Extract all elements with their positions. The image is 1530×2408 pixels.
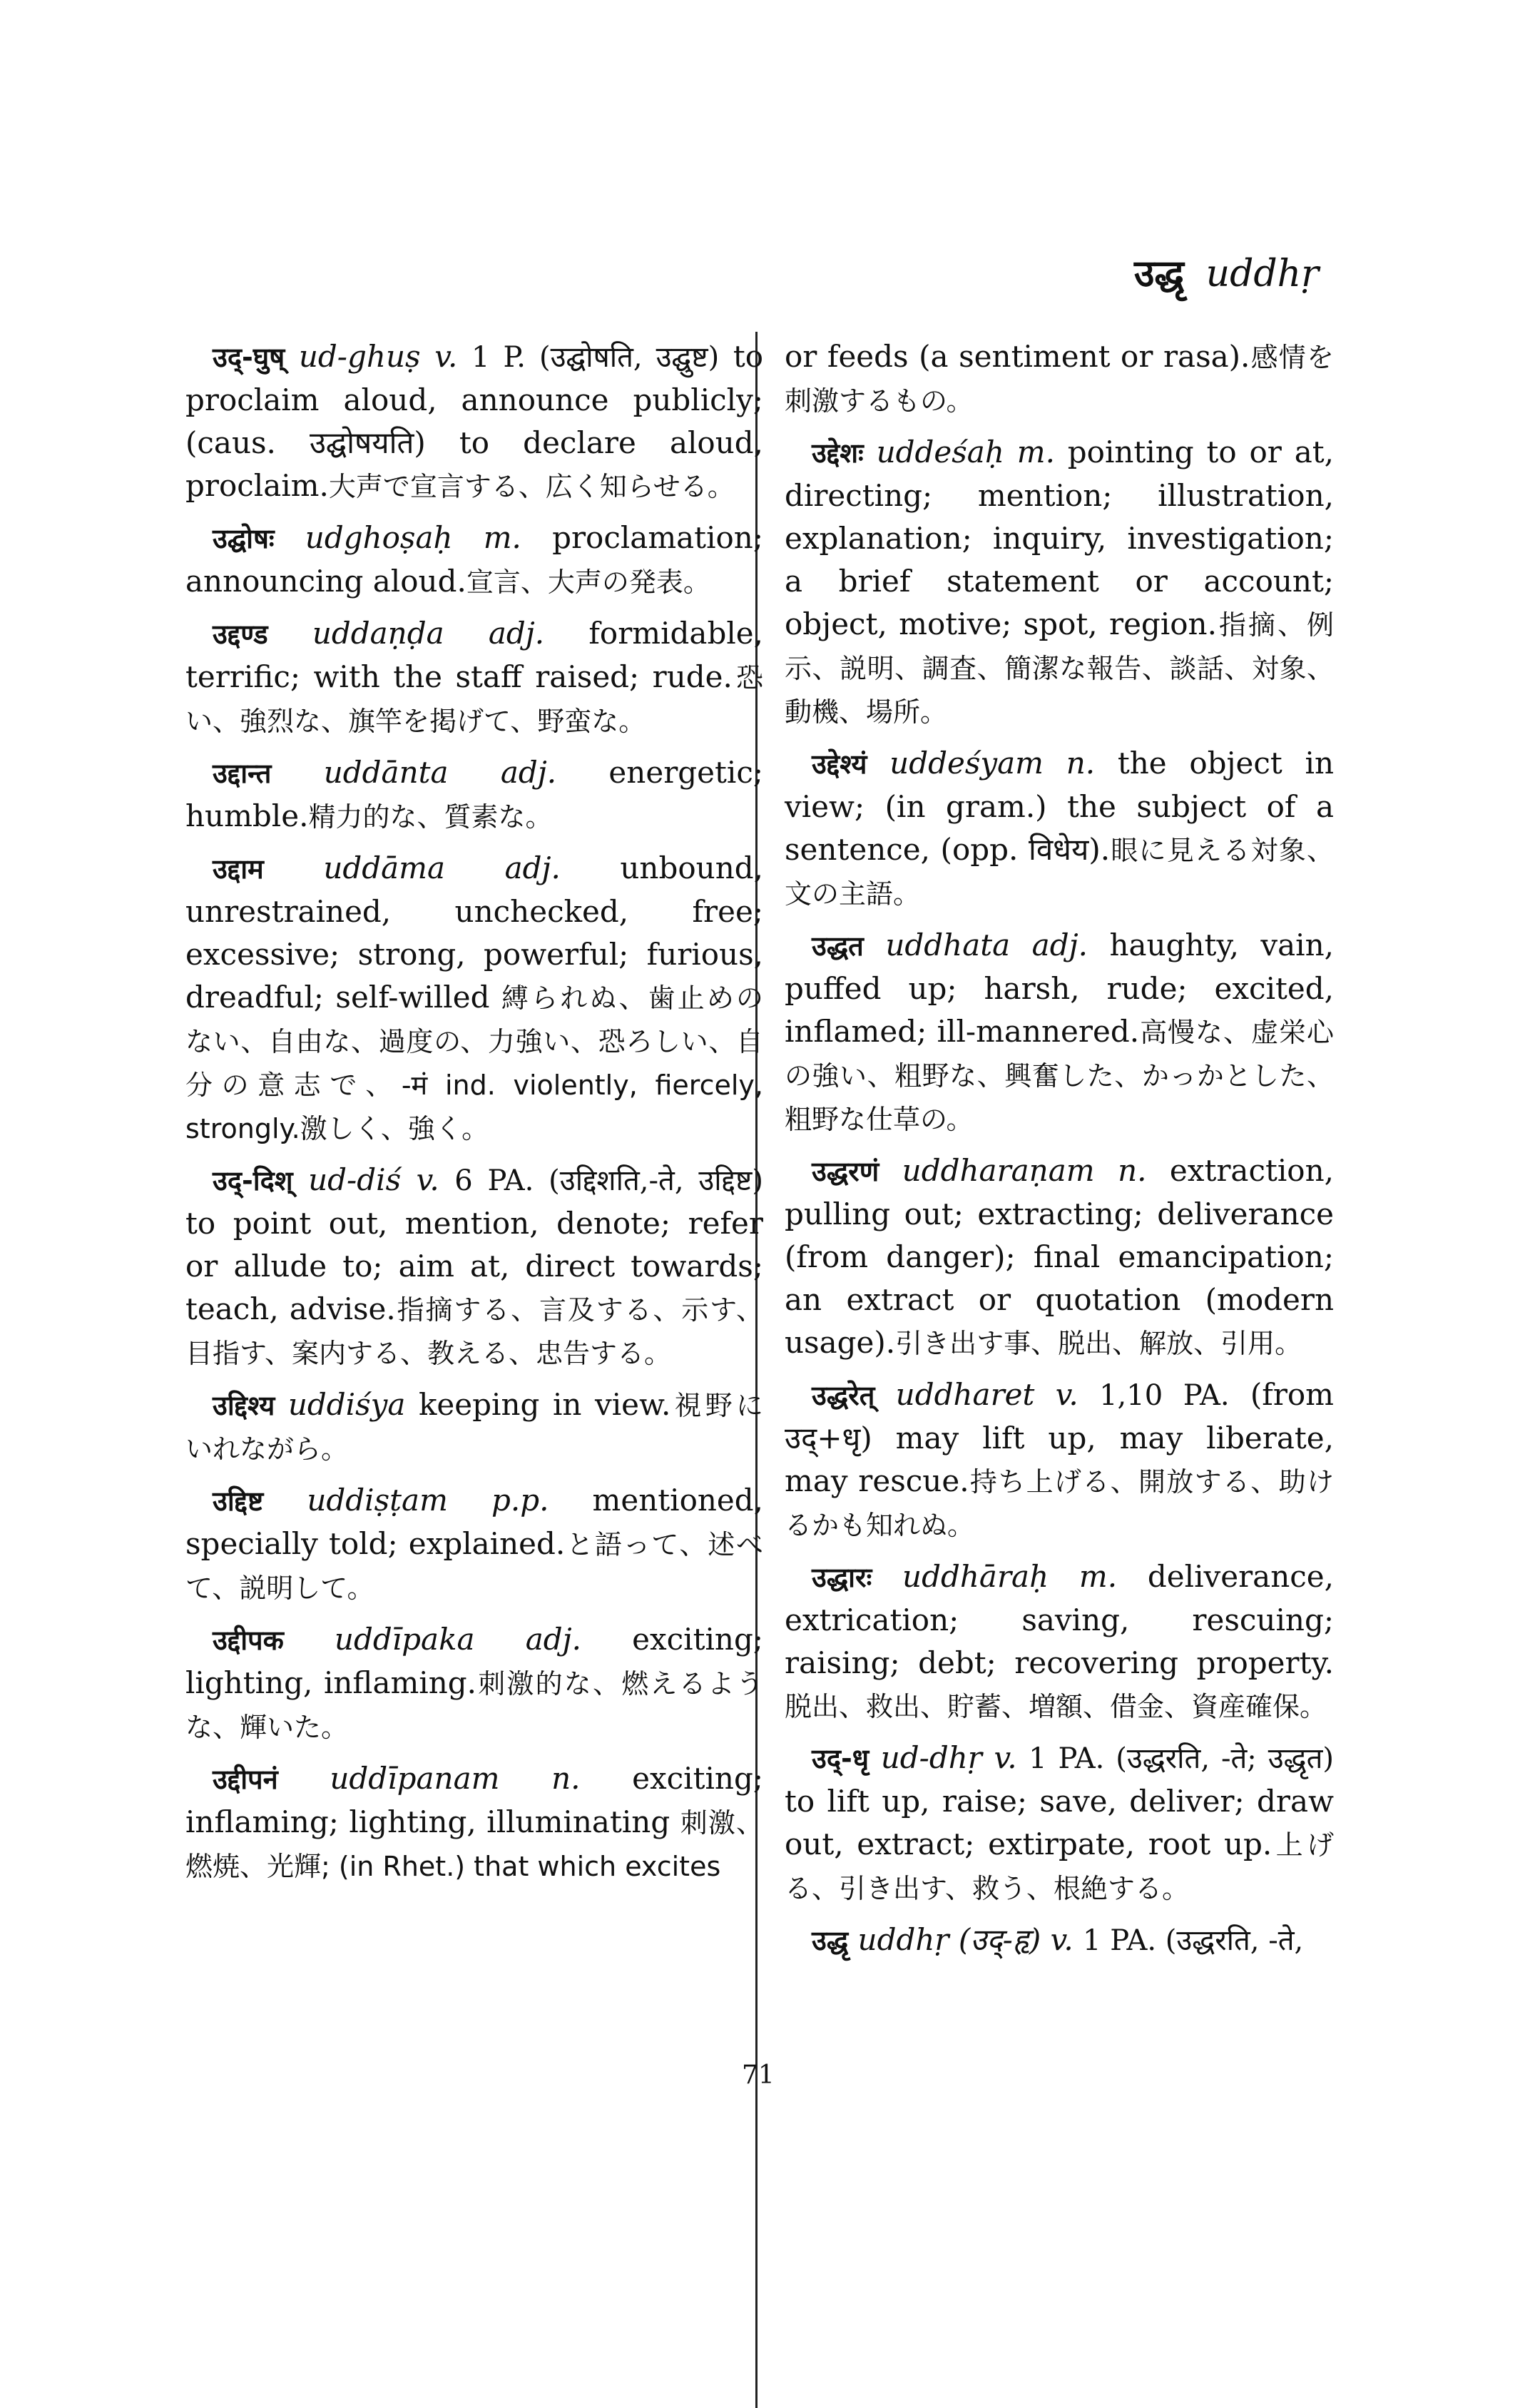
header-devanagari: उद्धृ (1134, 253, 1185, 295)
headword: उद्घोषः (213, 523, 275, 554)
definition: to lift up, raise; save, deliver; draw out, extract; extirpate, root up. (785, 1784, 1334, 1861)
entry-ud-ghus (185, 335, 763, 508)
japanese-gloss: 高慢な、虚栄心の強い、粗野な、興奮した、かっかとした、粗野な仕草の。 (785, 1017, 1334, 1135)
headword: उद्दण्ड (213, 619, 268, 650)
transliteration: ud-diś (308, 1162, 402, 1197)
right-column (785, 335, 1334, 1971)
entry-udghosah (185, 517, 763, 604)
headword: उद्धरणं (812, 1156, 879, 1187)
forms: 1,10 PA. (1099, 1379, 1230, 1412)
definition: pointing to or at, directing; mention; illustration, explanation; inquiry, investigation; a brief statement or account; object, motive; spot, region. (785, 435, 1334, 641)
entry-uddharet (785, 1373, 1334, 1547)
entry-uddama (185, 847, 763, 1150)
japanese-gloss: 持ち上げる、開放する、助けるかも知れぬ。 (785, 1466, 1334, 1541)
entry-uddipaka (185, 1618, 763, 1749)
grammar: m. (483, 520, 521, 555)
headword: उद्दान्त (213, 758, 272, 789)
definition: to proclaim aloud, announce publicly; (caus. उद्घोषयति) to declare aloud, proclaim. (185, 339, 764, 503)
japanese-gloss: 上げる、引き出す、救う、根絶する。 (785, 1829, 1334, 1904)
page-number: 71 (742, 2061, 775, 2090)
headword: उद्-दिश् (213, 1165, 293, 1197)
headword: उद्धरेत् (812, 1380, 875, 1411)
definition: exciting; inflaming; lighting, illuminating (185, 1761, 764, 1839)
headword: उद्धत (812, 930, 864, 962)
grammar: adj. (488, 616, 545, 651)
japanese-gloss: 引き出す事、脱出、解放、引用。 (895, 1328, 1302, 1359)
headword: उद्दाम (213, 853, 264, 885)
grammar: v. (434, 339, 458, 374)
grammar: adj. (500, 755, 557, 790)
japanese-gloss: 感情を刺激するもの。 (785, 342, 1334, 417)
headword: उद्देश्यं (812, 748, 867, 780)
definition: to point out, mention, denote; refer or allude to; aim at, direct towards; teach, advise. (185, 1206, 763, 1326)
entry-continuation (785, 335, 1334, 422)
headword: उद्-धृ (812, 1743, 869, 1774)
japanese-gloss: 脱出、救出、貯蓄、増額、借金、資産確保。 (785, 1691, 1327, 1722)
entry-uddharah (785, 1555, 1334, 1728)
definition: extraction, pulling out; extracting; deliverance (from danger); final emancipation; an extract or quotation (modern usage). (785, 1153, 1334, 1360)
transliteration: uddharet (895, 1377, 1035, 1412)
forms: 1 PA. (उद्धरति, -ते; उद्धृत) (1029, 1742, 1334, 1775)
definition: mentioned, specially told; explained. (185, 1483, 764, 1561)
running-header (1134, 255, 1319, 293)
headword: उद्दिष्ट (213, 1485, 264, 1517)
transliteration: uddhṛ (857, 1922, 949, 1957)
definition: or feeds (a sentiment or rasa). (785, 339, 1250, 374)
entry-uddharanam (785, 1149, 1334, 1365)
transliteration: uddiṣṭam (307, 1483, 448, 1518)
definition: unbound, unrestrained, unchecked, free; excessive; strong, powerful; furious, dreadful; self-willed (185, 850, 763, 1015)
grammar: n. (1066, 746, 1096, 781)
entry-ud-dhr (785, 1737, 1334, 1910)
grammar: v. (416, 1162, 439, 1197)
japanese-gloss: 刺激、燃焼、光輝; (in Rhet.) that which excites (185, 1807, 763, 1882)
entry-uddesyam (785, 742, 1334, 915)
definition: formidable, terrific; with the staff raised; rude. (185, 616, 763, 694)
japanese-gloss: 縛られぬ、歯止めのない、自由な、過度の、力強い、恐ろしい、自分の意志で、-मं ind. violently, fiercely, strongly.激しく、強く。 (185, 982, 763, 1144)
definition: energetic; humble. (185, 755, 763, 833)
transliteration: uddeśaḥ (876, 435, 1004, 469)
transliteration: uddīpaka (334, 1622, 475, 1657)
definition: proclamation; announcing aloud. (185, 520, 763, 599)
grammar: (उद्-हृ) v. (958, 1922, 1073, 1957)
forms: 1 PA. (उद्धरति, -ते, (1083, 1924, 1304, 1957)
entry-uddisya (185, 1383, 763, 1470)
entry-uddhr (785, 1919, 1334, 1962)
left-column (185, 335, 763, 1896)
grammar: adj. (504, 850, 561, 885)
header-roman: uddhṛ (1205, 253, 1319, 295)
definition: keeping in view. (405, 1387, 671, 1422)
headword: उद्धृ (812, 1925, 849, 1956)
grammar: m. (1078, 1559, 1118, 1594)
grammar: n. (1118, 1153, 1147, 1188)
transliteration: uddaṇḍa (312, 616, 444, 651)
japanese-gloss: 精力的な、質素な。 (308, 801, 553, 833)
entry-uddanda (185, 612, 763, 743)
transliteration: ud-ghuṣ (298, 339, 421, 374)
entry-ud-dis (185, 1159, 763, 1375)
japanese-gloss: 恐い、強烈な、旗竿を掲げて、野蛮な。 (185, 662, 763, 737)
japanese-gloss: 宣言、大声の発表。 (466, 567, 710, 598)
entry-uddistam (185, 1479, 763, 1610)
transliteration: uddānta (323, 755, 449, 790)
grammar: p.p. (491, 1483, 549, 1518)
entry-uddesah (785, 431, 1334, 733)
grammar: n. (551, 1761, 581, 1796)
headword: उद्दिश्य (213, 1390, 275, 1421)
grammar: v. (1055, 1377, 1078, 1412)
definition: haughty, vain, puffed up; harsh, rude; excited, inflamed; ill-mannered. (785, 928, 1334, 1049)
transliteration: uddāma (323, 850, 446, 885)
transliteration: ud-dhṛ (880, 1740, 982, 1775)
headword: उद्धारः (812, 1562, 872, 1593)
headword: उद्-घुष् (213, 342, 285, 373)
grammar: m. (1016, 435, 1055, 469)
japanese-gloss: 指摘する、言及する、示す、目指す、案内する、教える、忠告する。 (185, 1294, 763, 1369)
grammar: adj. (525, 1622, 581, 1657)
transliteration: uddhata (885, 928, 1011, 962)
japanese-gloss: と語って、述べて、説明して。 (185, 1529, 763, 1604)
headword: उद्दीपनं (213, 1764, 278, 1795)
transliteration: uddiśya (287, 1387, 406, 1422)
entry-uddhata (785, 924, 1334, 1141)
transliteration: uddīpanam (330, 1761, 500, 1796)
japanese-gloss: 視野にいれながら。 (185, 1390, 763, 1465)
headword: उद्दीपक (213, 1625, 284, 1656)
forms: 6 PA. (उद्दिशति,-ते, उद्दिष्ट) (454, 1164, 763, 1197)
japanese-gloss: 指摘、例示、説明、調査、簡潔な報告、談話、対象、動機、場所。 (785, 609, 1334, 728)
transliteration: udghoṣaḥ (305, 520, 453, 555)
definition: exciting; lighting, inflaming. (185, 1622, 763, 1700)
japanese-gloss: 大声で宣言する、広く知らせる。 (328, 471, 735, 502)
headword: उद्देशः (812, 437, 864, 469)
transliteration: uddhāraḥ (902, 1559, 1049, 1594)
entry-uddipanam (185, 1757, 763, 1888)
definition: (from उद्+धृ) may lift up, may liberate, may rescue. (785, 1377, 1335, 1498)
transliteration: uddeśyam (889, 746, 1044, 781)
definition: deliverance, extrication; saving, rescuing; raising; debt; recovering property. (785, 1559, 1334, 1680)
grammar: adj. (1031, 928, 1088, 962)
entry-uddanta (185, 751, 763, 838)
japanese-gloss: 眼に見える対象、文の主語。 (785, 835, 1334, 910)
japanese-gloss: 刺激的な、燃えるような、輝いた。 (185, 1668, 763, 1743)
grammar: v. (994, 1740, 1017, 1775)
transliteration: uddharaṇam (902, 1153, 1095, 1188)
forms: 1 P. (उद्घोषति, उद्घुष्ट) (471, 341, 720, 374)
definition: the object in view; (in gram.) the subject of a sentence, (opp. विधेय). (785, 746, 1334, 867)
